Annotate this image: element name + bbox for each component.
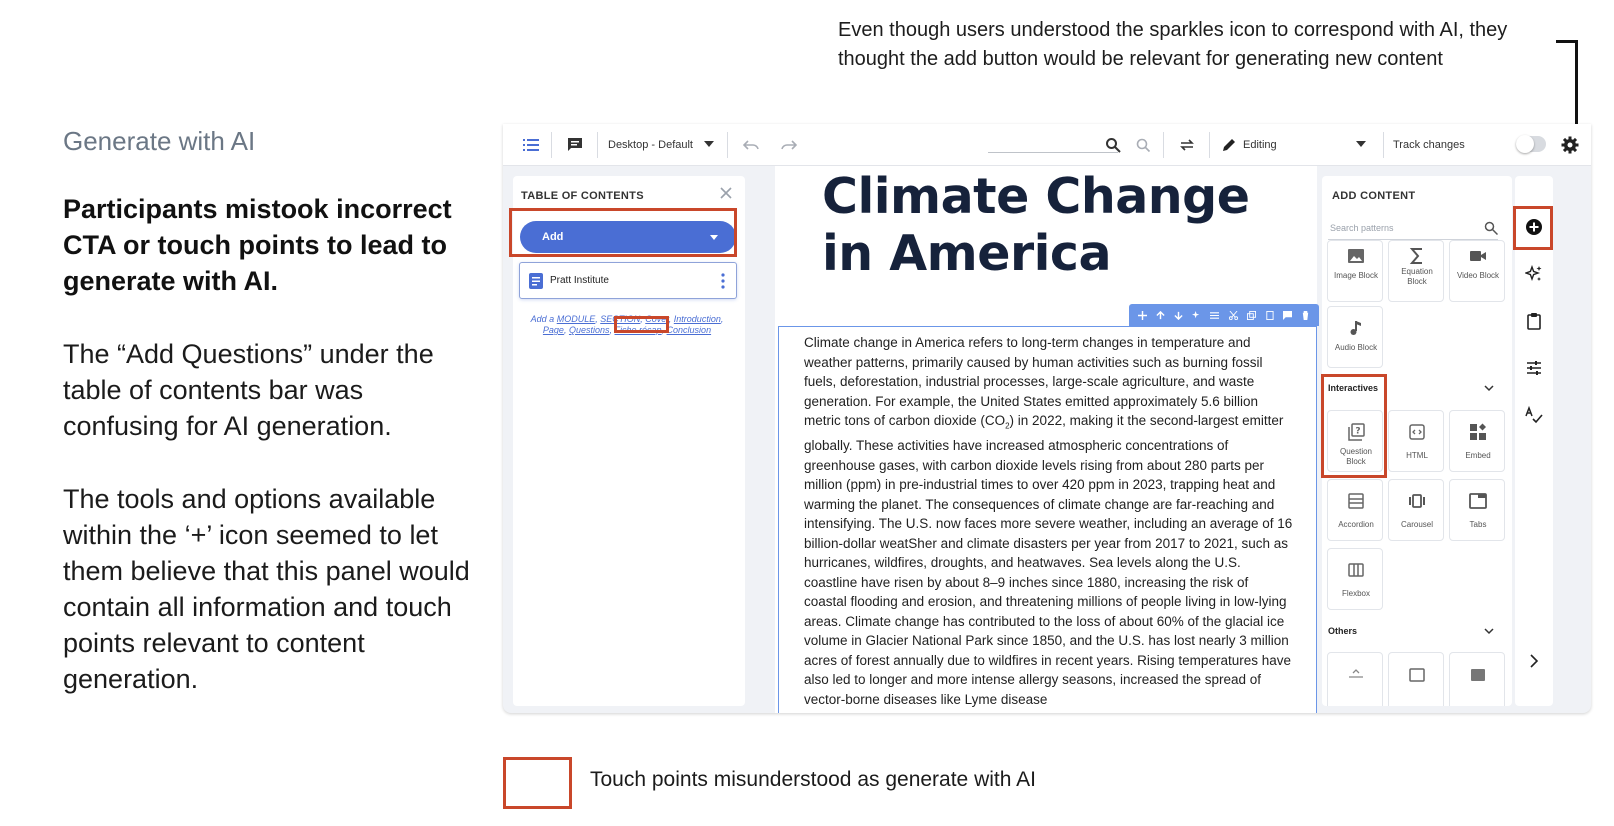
other-block-tile[interactable] xyxy=(1388,652,1444,706)
sigma-icon xyxy=(1408,247,1426,265)
toolbar-divider xyxy=(1383,132,1384,158)
video-icon xyxy=(1469,247,1487,265)
tabs-icon xyxy=(1469,492,1487,510)
link-module[interactable]: MODULE xyxy=(556,314,596,324)
undo-icon[interactable] xyxy=(741,136,761,154)
close-icon[interactable] xyxy=(719,186,735,202)
legend-swatch xyxy=(503,757,572,809)
toc-item-label: Pratt Institute xyxy=(550,275,609,286)
more-vertical-icon[interactable] xyxy=(721,273,725,289)
block-toolbar xyxy=(1129,304,1319,326)
outline-list-icon[interactable] xyxy=(521,136,541,154)
track-changes-label: Track changes xyxy=(1393,139,1465,151)
embed-tile[interactable] xyxy=(1449,410,1505,472)
comment-icon[interactable] xyxy=(1283,311,1292,320)
redo-icon[interactable] xyxy=(779,136,799,154)
scissors-icon[interactable] xyxy=(1229,311,1238,320)
editor-toolbar xyxy=(503,124,1591,166)
toc-item[interactable] xyxy=(519,262,737,299)
flexbox-icon xyxy=(1347,561,1365,579)
html-tile[interactable] xyxy=(1388,410,1444,472)
tile-label: HTML xyxy=(1406,451,1428,460)
search-placeholder: Search patterns xyxy=(1330,223,1394,233)
toolbar-divider xyxy=(727,132,728,158)
add-links-prefix: Add a xyxy=(530,314,555,324)
clipboard-icon[interactable] xyxy=(1525,312,1543,330)
accordion-icon xyxy=(1347,492,1365,510)
highlight-add-button xyxy=(509,208,737,257)
tile-label: Question Block xyxy=(1339,447,1373,466)
link-cover[interactable]: Cover xyxy=(645,314,669,324)
add-content-title: ADD CONTENT xyxy=(1332,190,1416,202)
find-input[interactable] xyxy=(988,152,1118,153)
move-icon[interactable] xyxy=(1138,311,1147,320)
search-icon[interactable] xyxy=(1484,221,1498,235)
editor-screenshot xyxy=(503,124,1591,713)
duplicate-icon[interactable] xyxy=(1265,311,1274,320)
pattern-search[interactable] xyxy=(1328,218,1498,240)
highlight-questions-link xyxy=(614,316,669,333)
highlight-interactives xyxy=(1321,374,1387,478)
highlight-add-circle xyxy=(1513,206,1553,250)
frame-icon xyxy=(1408,665,1426,683)
divider-icon xyxy=(1347,665,1365,683)
chevron-right-icon[interactable] xyxy=(1525,652,1543,670)
body-text-part2: ) in 2022, making it the second-largest emitter globally. These activities have increased atmospheric concentrations of greenhouse gases, with carbon dioxide levels rising from about 280 parts per million (ppm) in pre-industrial times to over 420 ppm in 2023, trapping heat and warming the planet. The consequences of climate change are far-reaching and intensifying. The U.S. now faces more severe weather, including an average of 16 billion-dollar weatSher and climate disasters per year from 2017 to 2021, such as hurricanes, wildfires, droughts, and heatwaves. Sea levels along the U.S. coastline have risen by about 8–9 inches since 1880, increasing the risk of coastal flooding and erosion, and threatening millions of people living in low-lying areas. Climate change has contributed to the loss of about 60% of the glacial ice volume in Glacier National Park since 1850, and the U.S. has lost nearly 3 million acres of forest annually due to wildfires in recent years. Rising temperatures have also led to longer and more intense allergy seasons, increased the spread of vector-borne diseases like Lyme disease xyxy=(804,413,1293,707)
toggle-knob xyxy=(1516,135,1534,153)
tile-label: Video Block xyxy=(1456,271,1500,280)
link-fiche-recap[interactable]: Fiche récap xyxy=(614,325,662,335)
image-icon xyxy=(1469,665,1487,683)
others-heading[interactable]: Others xyxy=(1328,626,1358,636)
equation-block-tile[interactable] xyxy=(1388,240,1444,302)
carousel-icon xyxy=(1408,492,1426,510)
link-introduction[interactable]: Introduction xyxy=(673,314,721,324)
toc-title: TABLE OF CONTENTS xyxy=(521,190,644,202)
editing-mode-select[interactable]: Editing xyxy=(1243,139,1277,151)
carousel-tile[interactable] xyxy=(1388,479,1444,541)
tile-label: Accordion xyxy=(1338,520,1374,529)
other-block-tile[interactable] xyxy=(1327,652,1383,706)
copy-icon[interactable] xyxy=(1247,311,1256,320)
image-block-tile[interactable] xyxy=(1327,240,1383,302)
chevron-down-icon[interactable] xyxy=(1484,383,1494,393)
tile-label: Tabs xyxy=(1469,520,1487,529)
accordion-tile[interactable] xyxy=(1327,479,1383,541)
document-icon xyxy=(529,273,543,289)
trash-icon[interactable] xyxy=(1301,311,1310,320)
co2-subscript: 2 xyxy=(1005,421,1010,431)
track-changes-toggle[interactable] xyxy=(1516,136,1546,152)
image-icon xyxy=(1347,247,1365,265)
html-icon xyxy=(1408,423,1426,441)
flexbox-tile[interactable] xyxy=(1327,548,1383,610)
chevron-down-icon[interactable] xyxy=(1355,138,1367,150)
pencil-icon xyxy=(1219,135,1239,155)
tile-label: Equation Block xyxy=(1401,267,1433,286)
selected-text-block[interactable] xyxy=(778,326,1317,713)
right-tool-rail xyxy=(1515,176,1553,706)
tile-label: Embed xyxy=(1465,451,1491,460)
add-button-label: Add xyxy=(542,231,564,243)
callout-text: Even though users understood the sparkles icon to correspond with AI, they thought the add button would be relevant for generating new content xyxy=(838,19,1508,70)
tile-label: Image Block xyxy=(1333,271,1379,280)
sparkles-icon[interactable] xyxy=(1192,311,1201,320)
link-conclusion[interactable]: Conclusion xyxy=(666,325,712,335)
toolbar-divider xyxy=(1163,132,1164,158)
link-page[interactable]: Page xyxy=(542,325,564,335)
svg-text:?: ? xyxy=(1355,426,1361,437)
tile-label: Audio Block xyxy=(1334,343,1378,352)
headline: Participants mistook incorrect CTA or touch points to lead to generate with AI. xyxy=(63,194,452,296)
video-block-tile[interactable] xyxy=(1449,240,1505,302)
audio-block-tile[interactable] xyxy=(1327,306,1383,368)
body-paragraph xyxy=(804,333,1294,709)
tabs-tile[interactable] xyxy=(1449,479,1505,541)
interactives-heading[interactable]: Interactives xyxy=(1328,383,1379,393)
finding-paragraph-1: The “Add Questions” under the table of contents bar was confusing for AI generation. xyxy=(63,339,434,441)
spellcheck-icon[interactable] xyxy=(1525,406,1543,424)
toolbar-divider xyxy=(597,132,598,158)
music-note-icon xyxy=(1347,319,1365,337)
chevron-down-icon[interactable] xyxy=(1484,626,1494,636)
tune-icon[interactable] xyxy=(1525,359,1543,377)
find-replace-icon[interactable] xyxy=(1133,135,1153,155)
section-label: Generate with AI xyxy=(63,126,256,156)
comment-icon[interactable] xyxy=(565,135,585,155)
add-links: Add a MODULE, SECTION, Cover, Introduction, Page, Questions, Fiche récap, Conclusion xyxy=(530,314,724,335)
legend-label: Touch points misunderstood as generate with AI xyxy=(590,768,1036,791)
link-section[interactable]: SECTION xyxy=(600,314,641,324)
sliders-icon[interactable] xyxy=(1210,311,1219,320)
body-text-part1: Climate change in America refers to long-term changes in temperature and weather patterns, primarily caused by human activities such as burning fossil fuels, deforestation, industrial processes, large-scale agriculture, and waste generation. For example, the United States emitted approximately 5.6 billion metric tons of carbon dioxide (CO xyxy=(804,335,1263,428)
device-select[interactable]: Desktop - Default xyxy=(608,139,693,151)
document-canvas xyxy=(775,166,1317,713)
toolbar-divider xyxy=(551,132,552,158)
tile-label: Carousel xyxy=(1400,520,1433,529)
sparkles-icon[interactable] xyxy=(1525,265,1543,283)
gear-icon[interactable] xyxy=(1559,134,1581,156)
search-icon[interactable] xyxy=(1103,135,1123,155)
toolbar-divider xyxy=(1209,132,1210,158)
arrow-down-icon[interactable] xyxy=(1174,311,1183,320)
finding-paragraph-2: The tools and options available within the ‘+’ icon seemed to let them believe that this panel would contain all information and touch points relevant to content generation. xyxy=(63,484,470,694)
link-questions[interactable]: Questions xyxy=(568,325,610,335)
document-title[interactable]: Climate Change in America xyxy=(822,168,1250,282)
other-block-tile[interactable] xyxy=(1449,652,1505,706)
tile-label: Flexbox xyxy=(1341,589,1370,598)
embed-icon xyxy=(1469,423,1487,441)
swap-icon[interactable] xyxy=(1177,135,1197,155)
arrow-up-icon[interactable] xyxy=(1156,311,1165,320)
chevron-down-icon[interactable] xyxy=(703,138,715,150)
